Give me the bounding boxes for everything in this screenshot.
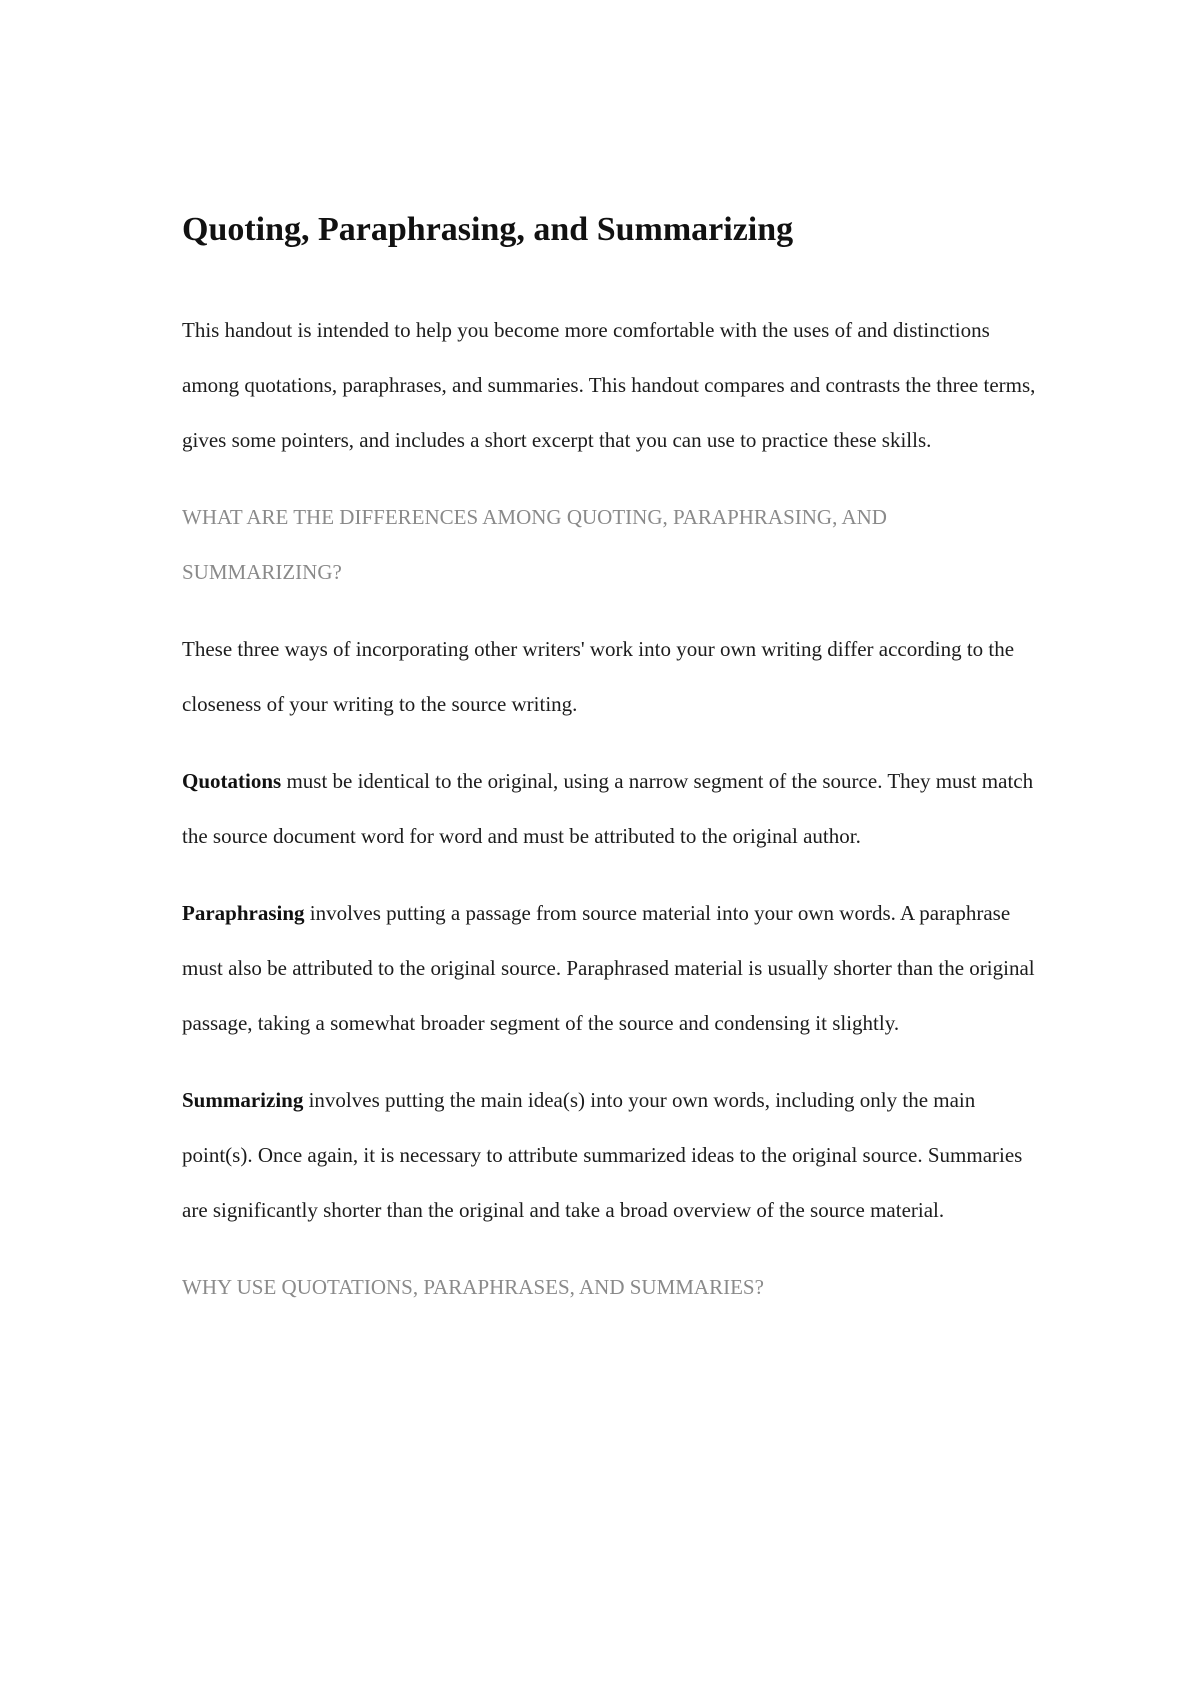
paraphrasing-term: Paraphrasing xyxy=(182,901,305,925)
section-heading-differences: WHAT ARE THE DIFFERENCES AMONG QUOTING, PARAPHRASING, AND SUMMARIZING? xyxy=(182,505,887,584)
quotations-paragraph xyxy=(182,754,1042,864)
paraphrasing-text: involves putting a passage from source material into your own words. A paraphrase must also be attributed to the original source. Paraphrased material is usually shorter than the original passage, taking a somewhat broader segment of the source and condensing it slightly. xyxy=(182,901,1035,1035)
quotations-term: Quotations xyxy=(182,769,282,793)
document-title: Quoting, Paraphrasing, and Summarizing xyxy=(182,211,794,248)
document-body xyxy=(182,205,1042,1337)
section-heading-why: WHY USE QUOTATIONS, PARAPHRASES, AND SUMMARIES? xyxy=(182,1275,764,1299)
differences-paragraph: These three ways of incorporating other writers' work into your own writing differ according to the closeness of your writing to the source writing. xyxy=(182,637,1015,716)
summarizing-text: involves putting the main idea(s) into your own words, including only the main point(s). Once again, it is necessary to attribute summarized ideas to the original source. Summaries are significantly shorter than the original and take a broad overview of the source material. xyxy=(182,1088,1023,1222)
intro-paragraph: This handout is intended to help you become more comfortable with the uses of and distinctions among quotations, paraphrases, and summaries. This handout compares and contrasts the three terms, gives some pointers, and includes a short excerpt that you can use to practice these skills. xyxy=(182,318,1036,452)
summarizing-term: Summarizing xyxy=(182,1088,304,1112)
summarizing-paragraph xyxy=(182,1073,1042,1238)
paraphrasing-paragraph xyxy=(182,886,1042,1051)
quotations-text: must be identical to the original, using a narrow segment of the source. They must match the source document word for word and must be attributed to the original author. xyxy=(182,769,1034,848)
